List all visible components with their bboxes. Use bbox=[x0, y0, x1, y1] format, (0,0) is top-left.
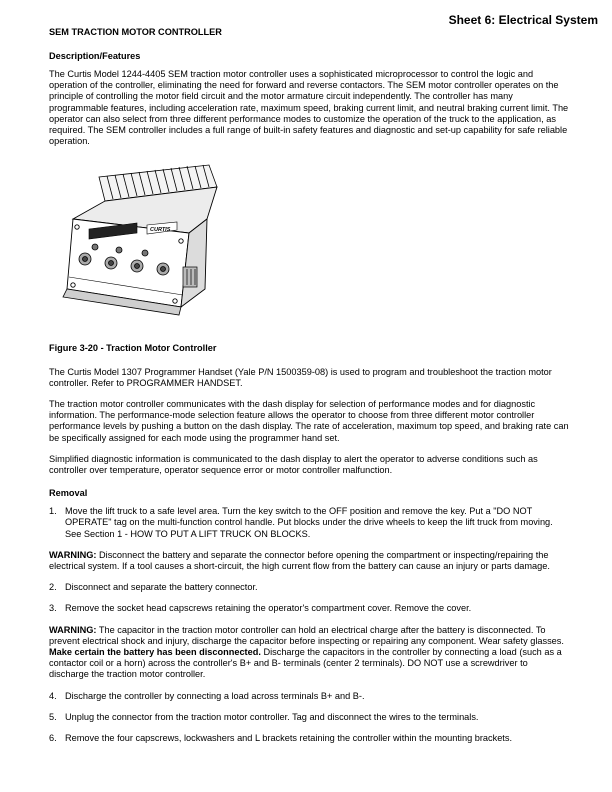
step-text: Remove the socket head capscrews retaining the operator's compartment cover. Remove the cover. bbox=[65, 603, 472, 614]
removal-step bbox=[49, 691, 569, 702]
description-heading: Description/Features bbox=[49, 51, 141, 61]
controller-drawing bbox=[59, 157, 219, 329]
removal-step bbox=[49, 582, 569, 593]
control-connector bbox=[183, 267, 197, 287]
sheet-header: Sheet 6: Electrical System bbox=[448, 13, 598, 27]
capacitor-warning bbox=[49, 625, 569, 681]
programmer-paragraph: The Curtis Model 1307 Programmer Handset (Yale P/N 1500359-08) is used to program and troubleshoot the traction motor controller. Refer to PROGRAMMER HANDSET. bbox=[49, 366, 552, 388]
step-number: 4. bbox=[49, 690, 57, 701]
page-title: SEM TRACTION MOTOR CONTROLLER bbox=[49, 27, 222, 37]
removal-step bbox=[49, 733, 569, 744]
warning-label: WARNING: bbox=[49, 549, 97, 560]
controller-housing bbox=[67, 187, 217, 307]
page-content bbox=[49, 27, 569, 754]
warning-text: Disconnect the battery and separate the connector before opening the compartment or inspecting/repairing the electrical system. If a tool causes a short-circuit, the high current flow from the battery can cause an injury or parts damage. bbox=[49, 549, 550, 572]
step-text: Discharge the controller by connecting a load across terminals B+ and B-. bbox=[65, 690, 365, 701]
warning-label: WARNING: bbox=[49, 624, 97, 635]
removal-steps bbox=[49, 506, 569, 540]
warning-emphasis: Make certain the battery has been disconnected. bbox=[49, 647, 261, 658]
warning-text: The capacitor in the traction motor controller can hold an electrical charge after the battery is disconnected. To prevent electrical shock and injury, discharge the capacitor before inspecting or repairing any component. Wear safety glasses. bbox=[49, 624, 564, 646]
label-plate-text: CURTIS bbox=[150, 227, 171, 234]
step-text: Move the lift truck to a safe level area. Turn the key switch to the OFF position and remove the key. Put a "DO NOT OPERATE" tag on the multi-function control handle. Put blocks under the drive wheels to keep the lift truck from moving. See Section 1 - HOW TO PUT A LIFT TRUCK ON BLOCKS. bbox=[65, 506, 553, 539]
step-number: 1. bbox=[49, 506, 57, 517]
removal-step bbox=[49, 712, 569, 723]
battery-warning bbox=[49, 550, 569, 572]
step-text: Disconnect and separate the battery connector. bbox=[65, 582, 258, 593]
step-number: 2. bbox=[49, 582, 57, 593]
removal-steps-final bbox=[49, 691, 569, 745]
figure-caption: Figure 3-20 - Traction Motor Controller bbox=[49, 343, 217, 354]
step-number: 3. bbox=[49, 603, 57, 614]
communication-paragraph: The traction motor controller communicates with the dash display for selection of performance modes and for diagnostic information. The performance-mode selection feature allows the operator to choose from three different motor controller performance levels by pushing a button on the dash display. The rate of acceleration, maximum top speed, and braking rate can be specifically assigned for each mode using the programmer hand set. bbox=[49, 399, 569, 443]
step-text: Unplug the connector from the traction motor controller. Tag and disconnect the wires to the terminals. bbox=[65, 711, 479, 722]
warning-text: Discharge the capacitors in the controller by connecting a load (such as a contactor coil or a horn) across the controller's B+ and B- terminals (center 2 terminals). DO NOT use a screwdriver to discharge the traction motor controller. bbox=[49, 647, 562, 680]
description-paragraph: The Curtis Model 1244-4405 SEM traction motor controller uses a sophisticated microprocessor to control the logic and operation of the controller, eliminating the need for forward and reverse contactors. The SEM motor controller operates on the principle of controlling the motor field circuit and the motor armature circuit independently. The controller has many programmable features, including acceleration rate, maximum speed, braking current limit, and neutral braking current limit. The operator can also select from three different performance modes to customize the operation of the truck to the application, as required. The SEM controller includes a full range of built-in safety features and diagnostic and set-up capability for safe reliable operation. bbox=[49, 69, 569, 147]
removal-heading: Removal bbox=[49, 488, 88, 499]
step-number: 5. bbox=[49, 711, 57, 722]
removal-step bbox=[49, 603, 569, 614]
step-text: Remove the four capscrews, lockwashers and L brackets retaining the controller within the mounting brackets. bbox=[65, 733, 513, 744]
controller-illustration bbox=[59, 157, 219, 329]
removal-step bbox=[49, 506, 569, 540]
step-number: 6. bbox=[49, 733, 57, 744]
diagnostic-paragraph: Simplified diagnostic information is communicated to the dash display to alert the operator to adverse conditions such as controller over temperature, operator sequence error or motor controller malfunction. bbox=[49, 453, 538, 476]
removal-steps-continued bbox=[49, 582, 569, 614]
